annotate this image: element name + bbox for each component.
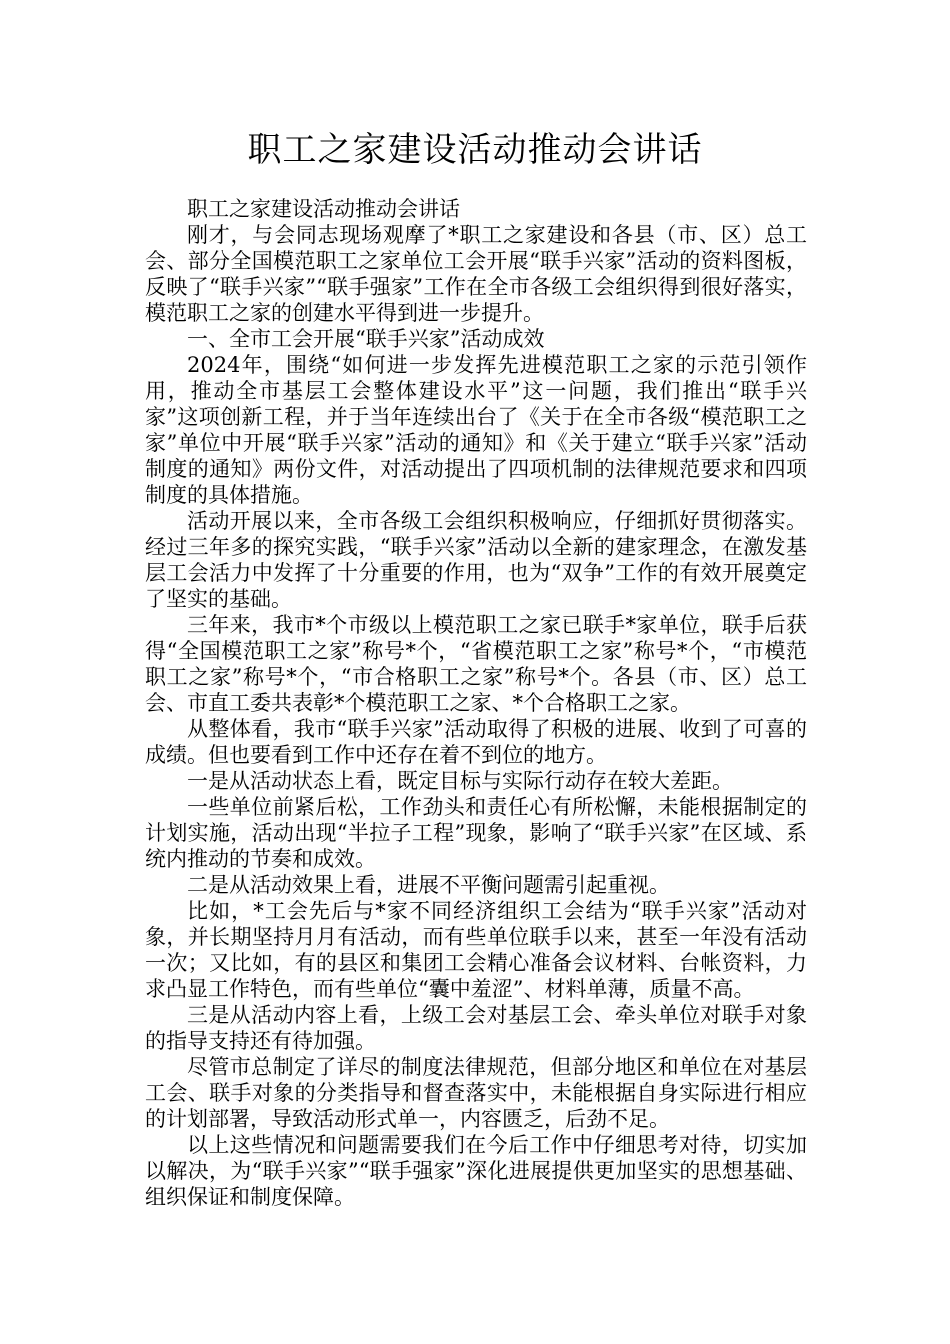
paragraph: 比如，*工会先后与*家不同经济组织工会结为“联手兴家”活动对象，并长期坚持月月有活动，而有些单位联手以来，甚至一年没有活动一次；又比如，有的县区和集团工会精心准备会议材料、台帐资料，力求凸显工作特色，而有些单位“囊中羞涩”、材料单薄，质量不高。: [145, 899, 807, 1001]
section-heading: 一、全市工会开展“联手兴家”活动成效: [187, 327, 545, 351]
point-heading: 一是从活动状态上看，既定目标与实际行动存在较大差距。: [187, 769, 733, 793]
paragraph: 2024年，围绕“如何进一步发挥先进模范职工之家的示范引领作用，推动全市基层工会整体建设水平”这一问题，我们推出“联手兴家”这项创新工程，并于当年连续出台了《关于在全市各级“模范职工之家”单位中开展“联手兴家”活动的通知》和《关于建立“联手兴家”活动制度的通知》两份文件，对活动提出了四项机制的法律规范要求和四项制度的具体措施。: [145, 353, 807, 507]
paragraph: 从整体看，我市“联手兴家”活动取得了积极的进展、收到了可喜的成绩。但也要看到工作中还存在着不到位的地方。: [145, 717, 807, 767]
paragraph: 尽管市总制定了详尽的制度法律规范，但部分地区和单位在对基层工会、联手对象的分类指导和督查落实中，未能根据自身实际进行相应的计划部署，导致活动形式单一，内容匮乏，后劲不足。: [145, 1055, 807, 1131]
paragraph-conclusion: 以上这些情况和问题需要我们在今后工作中仔细思考对待，切实加以解决，为“联手兴家”“联手强家”深化进展提供更加坚实的思想基础、组织保证和制度保障。: [145, 1133, 807, 1209]
point-heading: 二是从活动效果上看，进展不平衡问题需引起重视。: [187, 873, 670, 897]
paragraph-intro: 刚才，与会同志现场观摩了*职工之家建设和各县（市、区）总工会、部分全国模范职工之家单位工会开展“联手兴家”活动的资料图板，反映了“联手兴家”“联手强家”工作在全市各级工会组织得到很好落实，模范职工之家的创建水平得到进一步提升。: [145, 223, 807, 325]
document-title: 职工之家建设活动推动会讲话: [247, 130, 703, 170]
paragraph-subtitle: 职工之家建设活动推动会讲话: [187, 197, 460, 221]
document-body: [145, 196, 807, 1210]
paragraph: 三年来，我市*个市级以上模范职工之家已联手*家单位，联手后获得“全国模范职工之家”称号*个，“省模范职工之家”称号*个，“市模范职工之家”称号*个，“市合格职工之家”称号*个。各县（市、区）总工会、市直工委共表彰*个模范职工之家、*个合格职工之家。: [145, 613, 807, 715]
point-heading: 三是从活动内容上看，上级工会对基层工会、牵头单位对联手对象的指导支持还有待加强。: [145, 1003, 807, 1053]
paragraph: 一些单位前紧后松，工作劲头和责任心有所松懈，未能根据制定的计划实施，活动出现“半拉子工程”现象，影响了“联手兴家”在区域、系统内推动的节奏和成效。: [145, 795, 807, 871]
paragraph: 活动开展以来，全市各级工会组织积极响应，仔细抓好贯彻落实。经过三年多的探究实践，“联手兴家”活动以全新的建家理念，在激发基层工会活力中发挥了十分重要的作用，也为“双争”工作的有效开展奠定了坚实的基础。: [145, 509, 807, 611]
